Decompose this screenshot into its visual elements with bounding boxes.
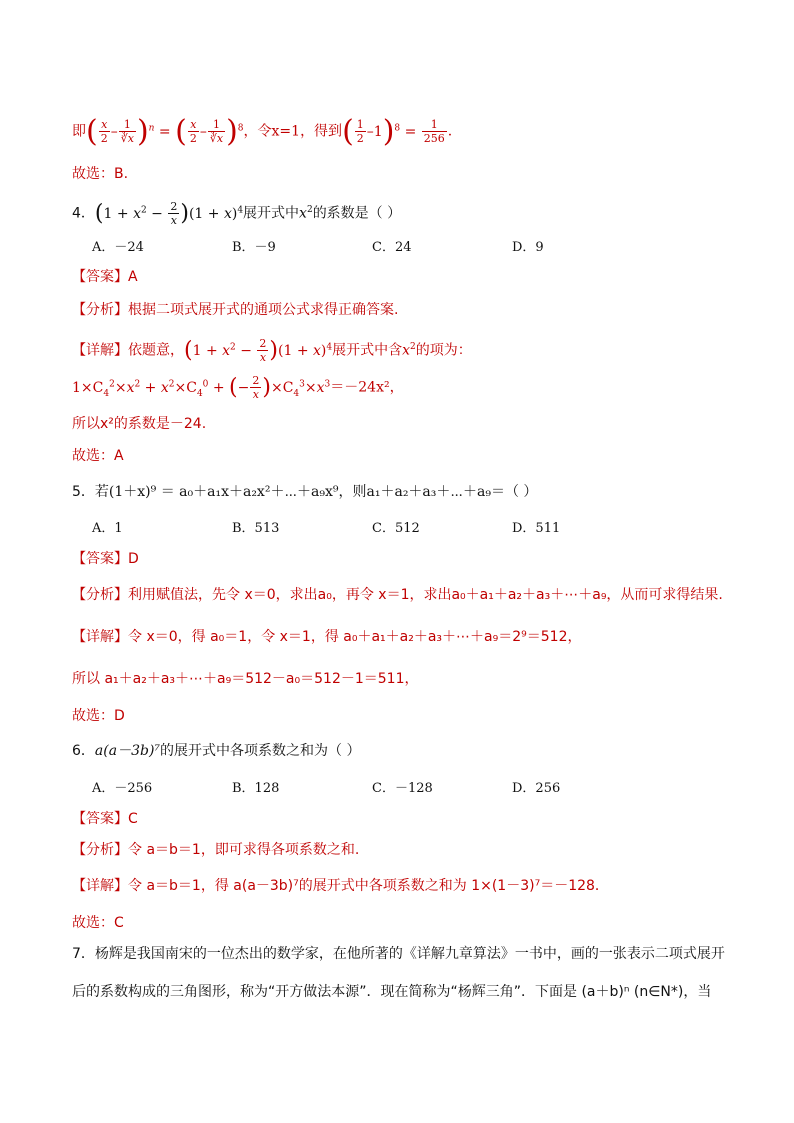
q6-analysis	[72, 840, 734, 860]
q5-number: 5．若	[72, 484, 109, 500]
q5-detail	[72, 627, 734, 647]
q4-detail: 【详解】依题意，($1 + x^2$ − $\frac{2}{x}$ )$(1 + x)^4$展开式中含$x^2$的项为：	[72, 337, 472, 365]
q3-mid1: ，令	[243, 123, 272, 140]
q6-analysis-tag: 【分析】	[72, 842, 128, 858]
q5-stem-end: （ ）	[504, 484, 538, 500]
q5-option-a: A．1	[92, 521, 123, 536]
q4-tail2: 的系数是（ ）	[312, 205, 402, 222]
q6-stem	[72, 741, 734, 761]
q5-stem	[72, 482, 734, 502]
q6-options	[92, 778, 732, 799]
q4-detail-post2: 的项为：	[415, 342, 472, 359]
q6-number: 6．	[72, 743, 95, 759]
q3-x-eq: x=1	[271, 123, 301, 140]
q6-option-d: D．256	[512, 781, 561, 796]
q5-options	[92, 518, 732, 539]
q3-prefix: 即	[72, 123, 86, 140]
q4-analysis-tag: 【分析】	[72, 302, 128, 318]
q6-option-a: A．－256	[92, 781, 153, 796]
q4-detail-tag: 【详解】	[72, 342, 128, 359]
q5-detail-tag: 【详解】	[72, 629, 128, 645]
q4-answer-tag: 【答案】	[72, 269, 128, 285]
q4-detail-pre: 依题意，	[128, 342, 184, 359]
q4-answer-value: A	[128, 269, 138, 285]
q5-answer-value: D	[128, 551, 139, 567]
q4-conclusion: 所以x²的系数是－24.	[72, 416, 207, 432]
q4-option-d: D．9	[512, 240, 544, 255]
q4-option-a: A．－24	[92, 240, 144, 255]
q5-stem-eq: (1＋x)⁹ ＝ a₀＋a₁x＋a₂x²＋⋯＋a₉x⁹	[108, 484, 339, 500]
q4-answer	[72, 267, 734, 287]
q4-equation-right: ＝－24x²，	[330, 379, 404, 396]
q5-option-c: C．512	[372, 521, 420, 536]
q5-answer	[72, 549, 734, 569]
q4-equation-left: $1\times C_4^2\times x^2 + x^2\times C_4^0$ + (− $\frac{2}{x}$ )$\times C_4^3\times x^3$	[72, 374, 331, 402]
q5-line2: 所以 a₁＋a₂＋a₃＋⋯＋a₉＝512－a₀＝512－1＝511，	[72, 671, 419, 687]
q4-choose: 故选：A	[72, 448, 124, 464]
q5-answer-tag: 【答案】	[72, 551, 128, 567]
q6-option-c: C．－128	[372, 781, 433, 796]
q6-answer-value: C	[128, 811, 138, 827]
q5-analysis-tag: 【分析】	[72, 587, 128, 603]
q6-analysis-text: 令 a＝b＝1，即可求得各项系数之和.	[128, 842, 360, 858]
q6-choose: 故选：C	[72, 915, 124, 931]
q7-line2: 后的系数构成的三角图形，称为“开方做法本源”．现在简称为“杨辉三角”．下面是 (a＋b)ⁿ (n∈N*)，当	[72, 984, 712, 1000]
q4-detail-post: 展开式中含	[332, 342, 403, 359]
q4-tail: 展开式中	[243, 205, 300, 222]
q4-option-b: B．－9	[232, 240, 276, 255]
q4-analysis-text: 根据二项式展开式的通项公式求得正确答案.	[128, 302, 399, 318]
q5-analysis	[72, 585, 734, 605]
q4-stem: 4．($1 + x^2$ − $\frac{2}{x}$ )$(1 + x)^4$展开式中$x^2$的系数是（ ）	[72, 200, 402, 228]
q6-detail	[72, 876, 734, 896]
q3-result-num: 1	[422, 118, 447, 132]
q5-analysis-text: 利用赋值法，先令 x＝0，求出a₀，再令 x＝1，求出a₀＋a₁＋a₂＋a₃＋⋯＋a₉，从而可求得结果.	[128, 587, 723, 603]
q4-number: 4．	[72, 205, 95, 222]
q5-detail-text: 令 x＝0，得 a₀＝1，令 x＝1，得 a₀＋a₁＋a₂＋a₃＋⋯＋a₉＝2⁹＝512，	[128, 629, 582, 645]
q5-option-d: D．511	[512, 521, 561, 536]
q5-stem-sum: a₁＋a₂＋a₃＋⋯＋a₉＝	[366, 484, 505, 500]
q6-detail-tag: 【详解】	[72, 878, 128, 894]
q3-expression-right: ( $\frac{1}{2}$ –1)$^8$ = $\frac{1}{256}$	[342, 113, 445, 149]
q3-choose: 故选：B.	[72, 166, 129, 182]
q6-answer-tag: 【答案】	[72, 811, 128, 827]
q5-choose: 故选：D	[72, 708, 125, 724]
q6-option-b: B．128	[232, 781, 280, 796]
q4-options	[92, 237, 732, 258]
q3-result-den: 256	[423, 132, 445, 146]
q3-result-line	[72, 113, 734, 149]
q4-option-c: C．24	[372, 240, 412, 255]
q5-stem-mid: ，则	[338, 484, 367, 500]
q6-stem-expr: a(a－3b)⁷	[94, 743, 161, 759]
q5-option-b: B．513	[232, 521, 280, 536]
q6-stem-tail: 的展开式中各项系数之和为（ ）	[160, 743, 361, 759]
q6-detail-text: 令 a＝b＝1，得 a(a－3b)⁷的展开式中各项系数之和为 1×(1－3)⁷＝－128．	[128, 878, 609, 894]
q6-answer	[72, 809, 734, 829]
q7-line1: 7．杨辉是我国南宋的一位杰出的数学家，在他所著的《详解九章算法》一书中，画的一张表示二项式展开	[72, 946, 725, 962]
q4-equation	[72, 374, 734, 403]
q3-expression-left: ( $\frac{x}{2}$ – $\frac{1}{∛x}$ )$^n$ = ( $\frac{x}{2}$ – $\frac{1}{∛x}$ )$^8$	[86, 113, 244, 149]
q4-detail-expression: ($1 + x^2$ − $\frac{2}{x}$ )$(1 + x)^4$	[184, 337, 333, 365]
q4-analysis	[72, 300, 734, 320]
q3-mid2: ，得到	[300, 123, 343, 140]
q4-expression: ($1 + x^2$ − $\frac{2}{x}$ )$(1 + x)^4$	[94, 200, 244, 228]
q3-end: .	[447, 123, 453, 140]
